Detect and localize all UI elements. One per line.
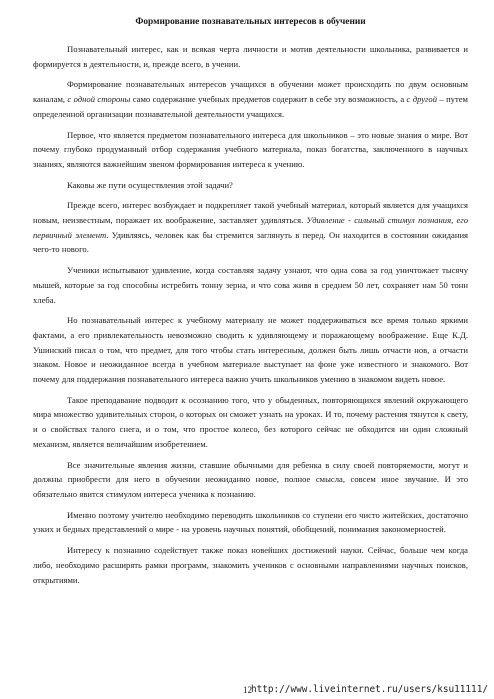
paragraph-text: Такое преподавание подводит к осознанию того, что у обыденных, повторяющихся явлений окружающего мира множество удивительных сторон, о которых он сможет узнать на уроках. И то, почему растения тянутся к свету, и о свойствах талого снега, и о том, что простое колесо, без которого сейчас не обходится ни один сложный механизм, является величайшим изобретением. xyxy=(33,394,468,449)
paragraph-text: Именно поэтому учителю необходимо переводить школьников со ступени его чисто житейских, достаточно узких и бедных представлений о мире - на уровень научных понятий, обобщений, понимания закономерностей. xyxy=(33,509,468,535)
italic-text: с другой xyxy=(406,94,438,105)
paragraph xyxy=(33,42,468,71)
paragraph-text: Познавательный интерес, как и всякая черта личности и мотив деятельности школьника, развивается и формируется в деятельности, и, прежде всего, в учении. xyxy=(33,44,468,69)
page-footer xyxy=(0,681,494,695)
paragraph-text: Формирование познавательных интересов учащихся в обучении может происходить по двум основным каналам, xyxy=(33,79,468,105)
paragraph-text: Прежде всего, интерес возбуждает и подкрепляет такой учебный материал, который является для учащихся новым, неизвестным, поражает их воображение, заставляет удивляться. xyxy=(33,200,468,226)
page-number: 12 xyxy=(243,685,252,695)
paragraph xyxy=(33,543,468,587)
paragraph xyxy=(33,508,468,537)
paragraph xyxy=(33,393,468,452)
paragraph-text: . Удивляясь, человек как бы стремится заглянуть в перед. Он находится в состоянии ожидания чего-то нового. xyxy=(33,229,469,255)
paragraph xyxy=(33,458,468,502)
paragraph xyxy=(33,263,468,307)
document-title: Формирование познавательных интересов в обучении xyxy=(135,17,366,27)
paragraph xyxy=(33,178,468,193)
italic-text: с одной стороны xyxy=(67,94,131,105)
italic-text: Удивление - сильный стимул познания, его первичный элемент xyxy=(33,215,468,240)
paragraph-text: Ученики испытывают удивление, когда составляя задачу узнают, что одна сова за год уничтожает тысячу мышей, которые за год способны истребить тонну зерна, и что сова живя в среднем 50 лет, сохраняет нам 50 тонн хлеба. xyxy=(33,265,468,305)
paragraph-text: Каковы же пути осуществления этой задачи? xyxy=(67,179,233,190)
paragraph-text: – путем определенной организации познавательной деятельности учащихся. xyxy=(33,94,468,119)
document-body xyxy=(33,42,468,587)
paragraph-text: Интересу к познанию содействует также показ новейших достижений науки. Сейчас, больше чем когда либо, необходимо расширять рамки программ, знакомить учеников с основными направлениями научных поисков, открытиями. xyxy=(33,545,468,585)
watermark-url[interactable]: http://www.liveinternet.ru/users/ksu11111/ xyxy=(250,684,488,695)
paragraph xyxy=(33,128,468,172)
paragraph-text: само содержание учебных предметов содержит в себе эту возможность, а xyxy=(130,94,407,105)
paragraph xyxy=(33,77,468,121)
paragraph-text: Но познавательный интерес к учебному материалу не может поддерживаться все время только яркими фактами, а его привлекательность невозможно сводить к удивляющему и поражающему воображение. Еще К.Д. Ушинский писал о том, что предмет, для того чтобы стать интересным, должен быть лишь отчасти нов, а отчасти знаком. Новое и неожиданное всегда в учебном материале выступает на фоне уже известного и знакомого. Вот почему для поддержания познавательного интереса важно учить школьников умению в знакомом видеть новое. xyxy=(33,315,468,385)
paragraph xyxy=(33,313,468,387)
paragraph xyxy=(33,198,468,257)
paragraph-text: Все значительные явления жизни, ставшие обычными для ребенка в силу своей повторяемости, могут и должны приобрести для него в обучении неожиданно новое, полное смысла, совсем иное звучание. И это обязательно явится стимулом интереса ученика к познанию. xyxy=(33,459,468,499)
paragraph-text: Первое, что является предметом познавательного интереса для школьников – это новые знания о мире. Вот почему глубоко продуманный отбор содержания учебного материала, показ богатства, заключенного в научных знаниях, являются важнейшим звеном формирования интереса к учению. xyxy=(33,129,468,169)
